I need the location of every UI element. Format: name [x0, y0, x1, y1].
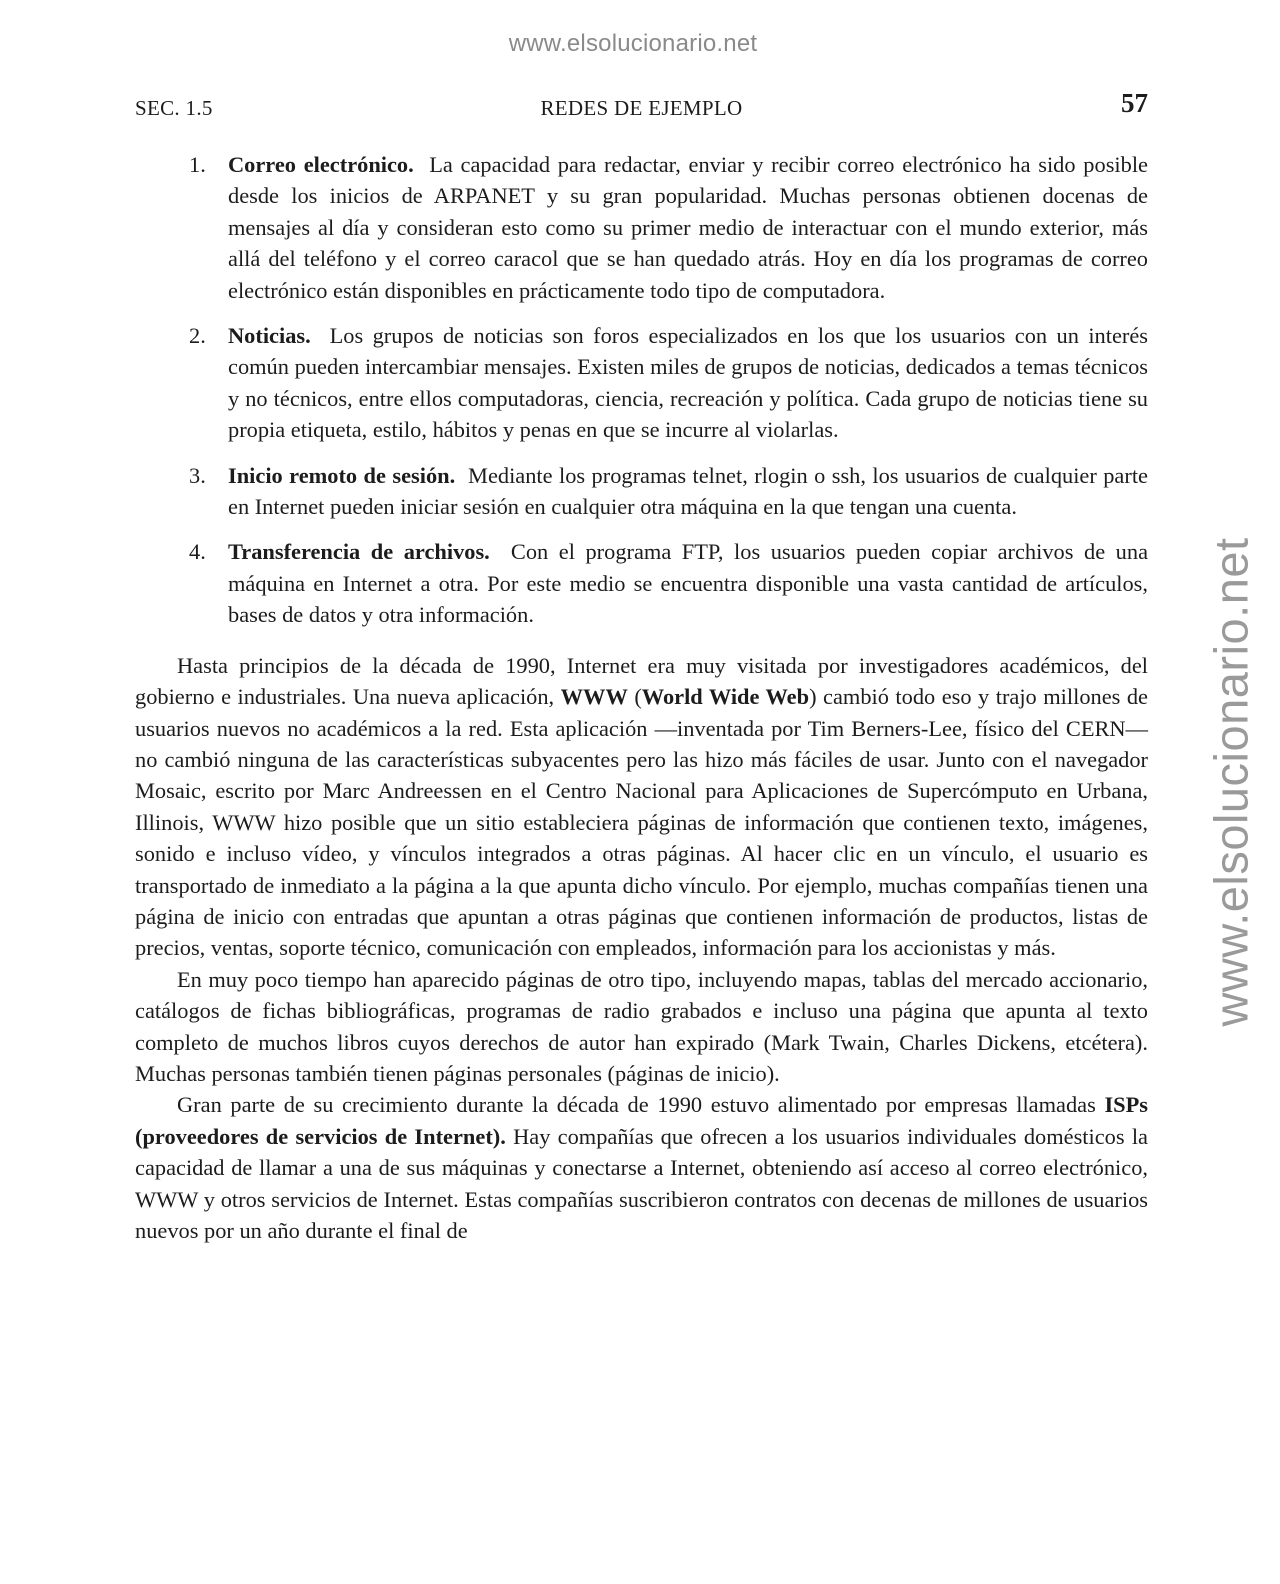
paragraph-isps — [135, 1089, 1148, 1246]
list-item-term: Inicio remoto de sesión. — [228, 462, 456, 488]
watermark-side: www.elsolucionario.net — [1204, 537, 1258, 1027]
chapter-section-title: REDES DE EJEMPLO — [540, 96, 743, 120]
paragraph-text: Gran parte de su crecimiento durante la década de 1990 estuvo alimentado por empresas llamadas — [177, 1092, 1096, 1118]
list-item-number: 2. — [189, 323, 206, 349]
paragraph-text: ) cambió todo eso y trajo millones de usuarios nuevos no académicos a la red. Esta aplicación —inventada por Tim Berners-Lee, físico del CERN— no cambió ninguna de las características subyacentes pero las hizo más fáciles de usar. Junto con el navegador Mosaic, escrito por Marc Andreessen en el Centro Nacional para Aplicaciones de Supercómputo en Urbana, Illinois, WWW hizo posible que un sitio estableciera páginas de información que contienen texto, imágenes, sonido e incluso vídeo, y vínculos integrados a otras páginas. Al hacer clic en un vínculo, el usuario es transportado de inmediato a la página a la que apunta dicho vínculo. Por ejemplo, muchas compañías tienen una página de inicio con entradas que apuntan a otras páginas que contienen información de productos, listas de precios, ventas, soporte técnico, comunicación con empleados, información para los accionistas y más. — [135, 684, 1148, 961]
running-head — [135, 88, 1148, 124]
paragraph-text: Hasta principios de la década de 1990, Internet era muy visitada por investigadores académicos, del gobierno e industriales. Una nueva aplicación, — [135, 652, 1148, 710]
list-item — [135, 536, 1148, 630]
list-item-text: La capacidad para redactar, enviar y recibir correo electrónico ha sido posible desde los inicios de ARPANET y su gran popularidad. Muchas personas obtienen docenas de mensajes al día y consideran esto como su primer medio de interactuar con el mundo exterior, más allá del teléfono y el correo caracol que se han quedado atrás. Hoy en día los programas de correo electrónico están disponibles en prácticamente todo tipo de computadora. — [228, 152, 1148, 303]
paragraph-pages: En muy poco tiempo han aparecido páginas de otro tipo, incluyendo mapas, tablas del mercado accionario, catálogos de fichas bibliográficas, programas de radio grabados e incluso una página que apunta al texto completo de muchos libros cuyos derechos de autor han expirado (Mark Twain, Charles Dickens, etcétera). Muchas personas también tienen páginas personales (páginas de inicio). — [135, 966, 1148, 1086]
list-item — [135, 149, 1148, 306]
list-item-text: Mediante los programas telnet, rlogin o ssh, los usuarios de cualquier parte en Internet pueden iniciar sesión en cualquier otra máquina en la que tengan una cuenta. — [228, 462, 1148, 520]
numbered-list — [135, 149, 1148, 631]
paragraph-www — [135, 650, 1148, 964]
list-item-number: 3. — [189, 462, 206, 488]
list-item-number: 1. — [189, 152, 206, 177]
list-item-term: Noticias. — [228, 323, 311, 349]
text-body — [135, 149, 1148, 1246]
list-item — [135, 320, 1148, 446]
page-number: 57 — [1121, 88, 1148, 118]
term-isps: ISPs (proveedores de servicios de Internet). — [135, 1092, 1149, 1149]
paragraph-text: Hay compañías que ofrecen a los usuarios individuales domésticos la capacidad de llamar a una de sus máquinas y conectarse a Internet, obteniendo así acceso al correo electrónico, WWW y otros servicios de Internet. Estas compañías suscribieron contratos con decenas de millones de usuarios nuevos por un año durante el final de — [135, 1123, 1148, 1243]
term-world-wide-web: World Wide Web — [641, 684, 810, 710]
term-www: WWW — [560, 684, 628, 710]
list-item-number: 4. — [189, 539, 206, 565]
list-item-term: Correo electrónico. — [228, 152, 414, 177]
list-item-term: Transferencia de archivos. — [228, 539, 490, 565]
list-item-text: Con el programa FTP, los usuarios pueden copiar archivos de una máquina en Internet a otra. Por este medio se encuentra disponible una vasta cantidad de artículos, bases de datos y otra información. — [228, 539, 1149, 628]
list-item-text: Los grupos de noticias son foros especializados en los que los usuarios con un interés común pueden intercambiar mensajes. Existen miles de grupos de noticias, dedicados a temas técnicos y no técnicos, entre ellos computadoras, ciencia, recreación y política. Cada grupo de noticias tiene su propia etiqueta, estilo, hábitos y penas en que se incurre al violarlas. — [228, 323, 1149, 443]
list-item — [135, 460, 1148, 523]
paren-open: ( — [634, 684, 642, 710]
watermark-top: www.elsolucionario.net — [508, 30, 758, 57]
section-number: SEC. 1.5 — [135, 96, 213, 120]
